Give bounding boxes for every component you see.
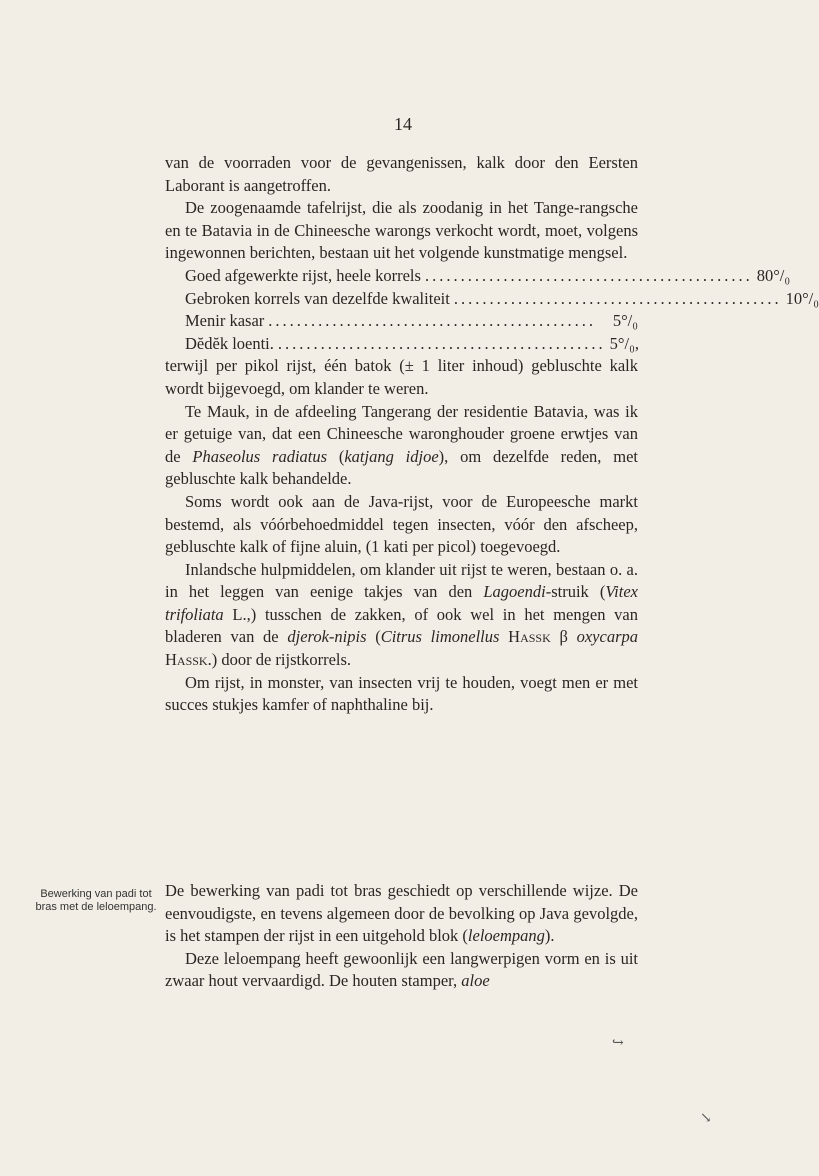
paragraph-2: De zoogenaamde tafelrijst, die als zoodanig in het Tange-rangsche en te Batavia in de Chineesche warongs verkocht wordt, moet, volgens ingewonnen berichten, bestaan uit het volgende kunstmatige mengsel.	[165, 198, 638, 263]
mixture-label: Dĕdĕk loenti.	[185, 333, 274, 353]
mixture-label: Menir kasar	[185, 311, 265, 331]
text-run: L.,) tusschen de zakken, of ook wel in het mengen van bladeren van de	[165, 604, 638, 647]
section-bewerking	[165, 880, 638, 993]
paragraph-3: terwijl per pikol rijst, één batok (± 1 liter inhoud) gebluschte kalk wordt bijgevoegd, om klander te weren.	[165, 356, 638, 398]
mixture-row	[165, 265, 791, 288]
author-name: Hassk	[165, 650, 208, 670]
species-name: Citrus limonellus	[380, 627, 500, 647]
mixture-value: 80°/₀	[756, 265, 791, 285]
paragraph-5: Soms wordt ook aan de Java-rijst, voor de Europeesche markt bestemd, als vóórbehoedmiddel tegen insecten, vóór den afscheep, gebluschte kalk of fijne aluin, (1 kati per picol) toegevoegd.	[165, 491, 638, 557]
paragraph-6	[165, 559, 638, 672]
stray-mark: ↘	[700, 1111, 712, 1126]
mixture-row	[165, 333, 638, 356]
text-run: (	[327, 446, 345, 466]
mixture-value: 5°/₀	[612, 311, 638, 331]
text-run: β	[550, 627, 577, 647]
mixture-label: Gebroken korrels van dezelfde kwaliteit	[185, 288, 450, 308]
local-name: aloe	[461, 971, 490, 991]
text-run: Inlandsche hulpmiddelen, om klander uit rijst te weren, bestaan o. a. in het leggen van eenige takjes van den	[165, 559, 638, 602]
text-run: ), om dezelfde reden, met gebluschte kalk behandelde.	[165, 446, 638, 489]
main-text	[165, 152, 819, 717]
paragraph-1: van de voorraden voor de gevangenissen, kalk door den Eersten Laborant is aangetroffen.	[165, 153, 638, 195]
text-run: Deze leloempang heeft gewoonlijk een langwerpigen vorm en is uit zwaar hout vervaardigd. De houten stamper,	[165, 948, 638, 991]
author-name: Hassk	[508, 627, 551, 647]
mixture-row	[165, 310, 638, 333]
mixture-value: 10°/₀	[785, 288, 819, 308]
page-number: 14	[394, 114, 412, 134]
mixture-label: Goed afgewerkte rijst, heele korrels	[185, 265, 421, 285]
local-name: katjang idjoe	[344, 446, 439, 466]
stray-mark: ↪	[612, 1036, 624, 1051]
leader-dots: ..............................................	[268, 311, 597, 331]
mixture-value: 5°/₀,	[609, 333, 639, 353]
species-name: Phaseolus radiatus	[192, 446, 328, 466]
paragraph-4	[165, 401, 638, 491]
leader-dots: ..............................................	[277, 333, 606, 353]
leader-dots: ..............................................	[453, 288, 782, 308]
mixture-row	[165, 288, 819, 311]
margin-note: Bewerking van padi tot bras met de leloempang.	[35, 888, 157, 913]
paragraph-8	[165, 880, 638, 948]
text-run: (	[366, 627, 381, 647]
text-run: Te Mauk, in de afdeeling Tangerang der residentie Batavia, was ik er getuige van, dat een Chineesche waronghouder groene erwtjes van de	[165, 401, 638, 466]
local-name: Lagoendi	[483, 582, 546, 602]
paragraph-7: Om rijst, in monster, van insecten vrij te houden, voegt men er met succes stukjes kamfer of naphthaline bij.	[165, 672, 638, 715]
text-run: De bewerking van padi tot bras geschiedt op verschillende wijze. De eenvoudigste, en tevens algemeen door de bevolking op Java gevolgde, is het stampen der rijst in een uitgehold blok (	[165, 881, 638, 946]
species-name: Vitex trifoliata	[165, 582, 638, 624]
text-run: ).	[544, 926, 555, 946]
local-name: djerok-nipis	[287, 627, 367, 647]
species-name: oxycarpa	[576, 627, 639, 647]
text-run: -struik (	[545, 582, 606, 602]
local-name: leloempang	[467, 926, 545, 946]
leader-dots: ..............................................	[424, 265, 753, 285]
paragraph-9	[165, 948, 638, 993]
text-run: .) door de rijstkorrels.	[207, 650, 352, 670]
